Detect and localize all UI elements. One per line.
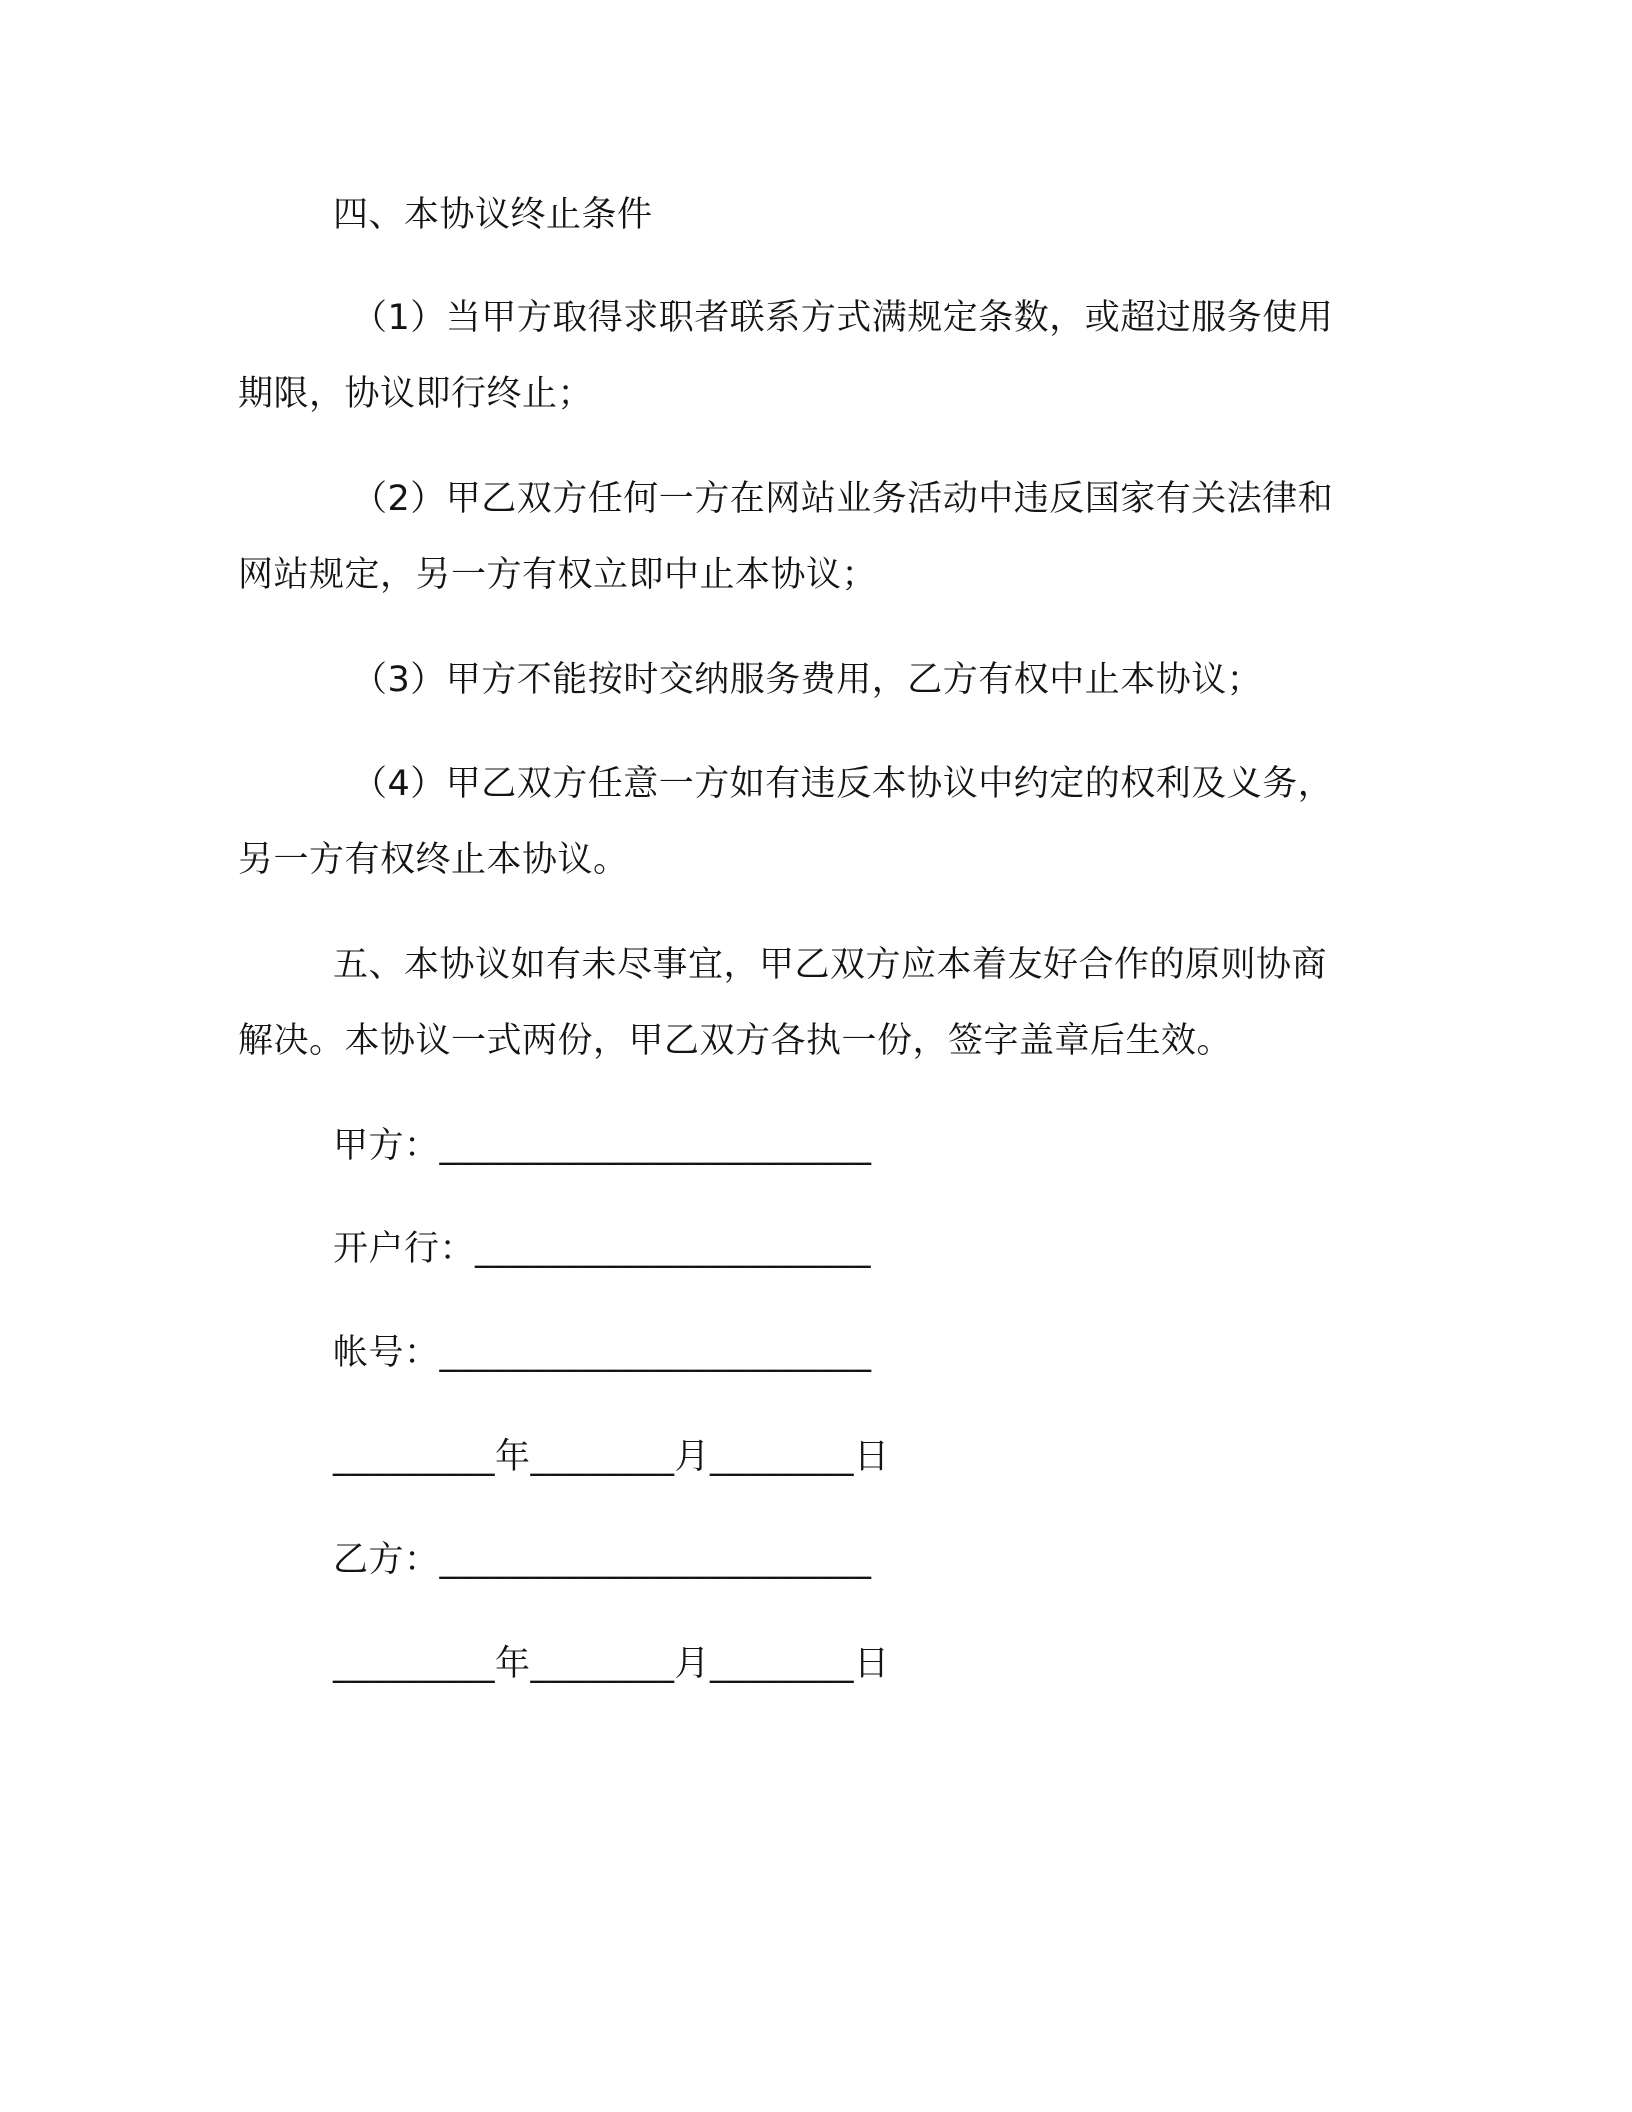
party-a-date-line: _________年________月________日 — [333, 1437, 890, 1477]
clause-2-line-1: （2）甲乙双方任何一方在网站业务活动中违反国家有关法律和 — [352, 479, 1334, 519]
section-4-heading: 四、本协议终止条件 — [333, 195, 653, 235]
section-5-line-2: 解决。本协议一式两份，甲乙双方各执一份，签字盖章后生效。 — [238, 1021, 1233, 1061]
party-b-date-line: _________年________月________日 — [333, 1644, 890, 1684]
clause-4-line-1: （4）甲乙双方任意一方如有违反本协议中约定的权利及义务， — [352, 764, 1334, 804]
party-b-signature-line: 乙方：________________________ — [333, 1540, 872, 1580]
party-a-signature-line: 甲方：________________________ — [333, 1126, 872, 1166]
clause-2-line-2: 网站规定，另一方有权立即中止本协议； — [238, 555, 878, 595]
clause-4-line-2: 另一方有权终止本协议。 — [238, 840, 629, 880]
account-line: 帐号：________________________ — [333, 1333, 872, 1373]
clause-1-line-2: 期限，协议即行终止； — [238, 374, 594, 414]
clause-1-line-1: （1）当甲方取得求职者联系方式满规定条数，或超过服务使用 — [352, 298, 1334, 338]
clause-3-line-1: （3）甲方不能按时交纳服务费用，乙方有权中止本协议； — [352, 660, 1263, 700]
section-5-line-1: 五、本协议如有未尽事宜，甲乙双方应本着友好合作的原则协商 — [333, 945, 1328, 985]
bank-line: 开户行：______________________ — [333, 1229, 872, 1269]
